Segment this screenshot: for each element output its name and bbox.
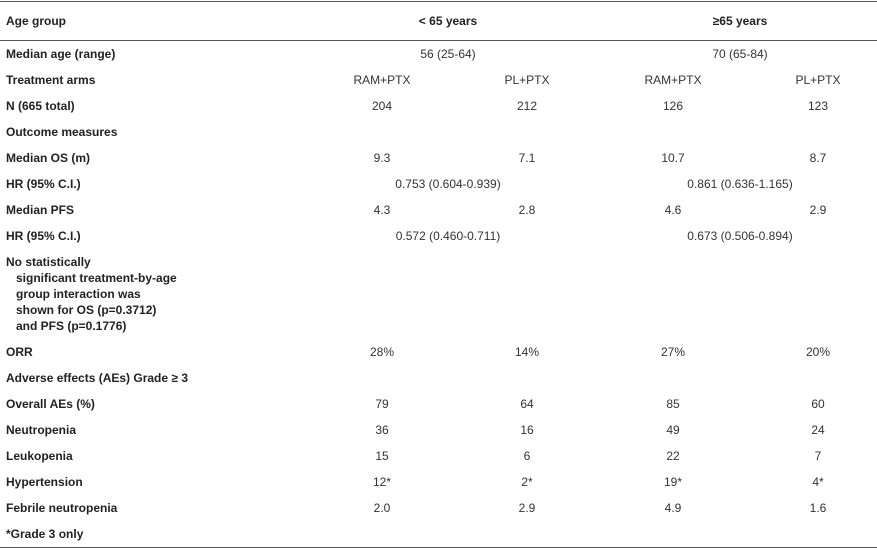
table-cell: 85 bbox=[666, 397, 680, 411]
table-cell: 60 bbox=[811, 397, 825, 411]
median-os-label: Median OS (m) bbox=[6, 151, 91, 165]
neutropenia-label: Neutropenia bbox=[6, 423, 77, 437]
median-age-label: Median age (range) bbox=[6, 47, 116, 61]
table-cell: 4.9 bbox=[664, 501, 682, 515]
table-cell: 8.7 bbox=[809, 151, 827, 165]
hr-os-label: HR (95% C.I.) bbox=[6, 177, 81, 191]
n-total-label: N (665 total) bbox=[6, 99, 75, 113]
table-cell: 7 bbox=[814, 449, 822, 463]
median-age-over65: 70 (65-84) bbox=[712, 47, 768, 61]
orr-label: ORR bbox=[6, 345, 33, 359]
header-rule bbox=[0, 40, 877, 41]
table-cell: 1.6 bbox=[809, 501, 827, 515]
table-cell: 15 bbox=[375, 449, 389, 463]
over65-group-header: ≥65 years bbox=[712, 14, 768, 28]
arm-ram-ptx-under65: RAM+PTX bbox=[353, 73, 411, 87]
table-cell: 36 bbox=[375, 423, 389, 437]
table-cell: 22 bbox=[666, 449, 680, 463]
table-cell: 4.6 bbox=[664, 203, 682, 217]
table-cell: 20% bbox=[805, 345, 831, 359]
table-cell: 126 bbox=[662, 99, 684, 113]
table-cell: 79 bbox=[375, 397, 389, 411]
hypertension-label: Hypertension bbox=[6, 475, 83, 489]
arm-ram-ptx-over65: RAM+PTX bbox=[644, 73, 702, 87]
under65-group-header: < 65 years bbox=[418, 14, 478, 28]
febrile-neutropenia-label: Febrile neutropenia bbox=[6, 501, 118, 515]
table-cell: 212 bbox=[516, 99, 538, 113]
note-line: significant treatment-by-age bbox=[16, 271, 177, 285]
adverse-effects-label: Adverse effects (AEs) Grade ≥ 3 bbox=[6, 371, 188, 385]
treatment-arms-label: Treatment arms bbox=[6, 73, 96, 87]
hr-pfs-label: HR (95% C.I.) bbox=[6, 229, 81, 243]
table-cell: 19* bbox=[663, 475, 683, 489]
table-cell: 4.3 bbox=[373, 203, 391, 217]
table-cell: 9.3 bbox=[373, 151, 391, 165]
median-age-under65: 56 (25-64) bbox=[420, 47, 476, 61]
footnote: *Grade 3 only bbox=[6, 527, 84, 541]
bottom-rule bbox=[0, 547, 877, 548]
hr-pfs-under65: 0.572 (0.460-0.711) bbox=[395, 229, 501, 243]
table-cell: 2.0 bbox=[373, 501, 391, 515]
outcome-measures-label: Outcome measures bbox=[6, 125, 118, 139]
overall-aes-label: Overall AEs (%) bbox=[6, 397, 95, 411]
table-cell: 49 bbox=[666, 423, 680, 437]
table-cell: 2.9 bbox=[518, 501, 536, 515]
note-line: shown for OS (p=0.3712) bbox=[16, 303, 157, 317]
arm-pl-ptx-under65: PL+PTX bbox=[504, 73, 550, 87]
table-cell: 28% bbox=[369, 345, 395, 359]
note-line: No statistically bbox=[6, 255, 91, 269]
table-cell: 16 bbox=[520, 423, 534, 437]
hr-pfs-over65: 0.673 (0.506-0.894) bbox=[687, 229, 793, 243]
table-cell: 204 bbox=[371, 99, 393, 113]
table-cell: 2.9 bbox=[809, 203, 827, 217]
note-line: and PFS (p=0.1776) bbox=[16, 319, 127, 333]
table-cell: 24 bbox=[811, 423, 825, 437]
table-cell: 6 bbox=[523, 449, 531, 463]
hr-os-over65: 0.861 (0.636-1.165) bbox=[687, 177, 793, 191]
arm-pl-ptx-over65: PL+PTX bbox=[795, 73, 841, 87]
hr-os-under65: 0.753 (0.604-0.939) bbox=[395, 177, 501, 191]
table-cell: 2.8 bbox=[518, 203, 536, 217]
table-cell: 7.1 bbox=[518, 151, 536, 165]
table-cell: 10.7 bbox=[661, 151, 685, 165]
age-group-header: Age group bbox=[6, 14, 66, 28]
table-cell: 2* bbox=[521, 475, 533, 489]
leukopenia-label: Leukopenia bbox=[6, 449, 73, 463]
note-line: group interaction was bbox=[16, 287, 141, 301]
table-cell: 123 bbox=[807, 99, 829, 113]
top-rule bbox=[0, 1, 877, 2]
table-cell: 64 bbox=[520, 397, 534, 411]
table-cell: 14% bbox=[514, 345, 540, 359]
table-cell: 27% bbox=[660, 345, 686, 359]
median-pfs-label: Median PFS bbox=[6, 203, 75, 217]
table-cell: 12* bbox=[372, 475, 392, 489]
interaction-note bbox=[6, 254, 177, 334]
table-cell: 4* bbox=[812, 475, 824, 489]
